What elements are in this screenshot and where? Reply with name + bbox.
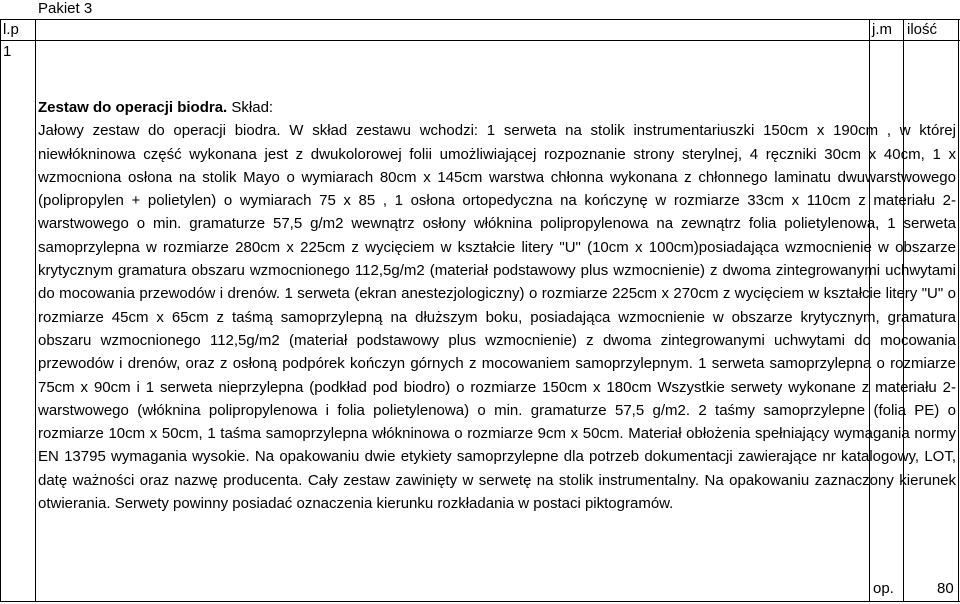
package-title: Pakiet 3 [38, 0, 93, 17]
header-unit: j.m [872, 21, 892, 38]
table-bottom-border [0, 601, 960, 602]
table-top-border [0, 19, 960, 20]
col-right-border [958, 19, 959, 602]
row-lp-value: 1 [3, 43, 12, 60]
description-heading-suffix: Skład: [227, 99, 274, 116]
header-qty: ilość [907, 21, 938, 38]
row-description [38, 96, 956, 515]
header-bottom-border [0, 40, 960, 41]
header-lp: l.p [3, 21, 19, 38]
col-left-border [0, 19, 1, 602]
row-qty-value: 80 [937, 580, 954, 597]
description-heading [38, 96, 956, 119]
description-heading-bold: Zestaw do operacji biodra. [38, 99, 228, 116]
description-body: Jałowy zestaw do operacji biodra. W skład zestawu wchodzi: 1 serweta na stolik instrumentariuszki 150cm x 190cm , w której niewłókninowa część wykonana jest z dwukolorowej folii umożliwiającej rozpoznanie strony sterylnej, 4 ręczniki 30cm x 40cm, 1 x wzmocniona osłona na stolik Mayo o wymiarach 80cm x 145cm warstwa chłonna wykonana z chłonnego laminatu dwuwarstwowego (polipropylen + polietylen) o wymiarach 75 x 85 , 1 osłona ortopedyczna na kończynę w rozmiarze 33cm x 110cm z materiału 2-warstwowego o min. gramaturze 57,5 g/m2 wewnątrz osłony włóknina polipropylenowa na zewnątrz folia polietylenowa, 1 serweta samoprzylepna w rozmiarze 280cm x 225cm z wycięciem w kształcie litery "U" (10cm x 100cm)posiadająca wzmocnienie w obszarze krytycznym gramatura obszaru wzmocnionego 112,5g/m2 (materiał podstawowy plus wzmocnienie) z dwoma zintegrowanymi uchwytami do mocowania przewodów i drenów. 1 serweta (ekran anestezjologiczny) o rozmiarze 225cm x 270cm z wycięciem w kształcie litery "U" o rozmiarze 45cm x 65cm z taśmą samoprzylepną na dłuższym boku, posiadająca wzmocnienie w obszarze krytycznym, gramatura obszaru wzmocnionego 112,5g/m2 (materiał podstawowy plus wzmocnienie) z dwoma zintegrowanymi uchwytami do mocowania przewodów i drenów, oraz z osłoną podpórek kończyn górnych z mocowaniem samoprzylepnym. 1 serweta samoprzylepna o rozmiarze 75cm x 90cm i 1 serweta nieprzylepna (podkład pod biodro) o rozmiarze 150cm x 180cm Wszystkie serwety wykonane z materiału 2-warstwowego (włóknina polipropylenowa i folia polietylenowa) o min. gramaturze 57,5 g/m2. 2 taśmy samoprzylepne (folia PE) o rozmiarze 10cm x 50cm, 1 taśma samoprzylepna włókninowa o rozmiarze 9cm x 50cm. Materiał obłożenia spełniający wymagania normy EN 13795 wymagania wysokie. Na opakowaniu dwie etykiety samoprzylepne dla potrzeb dokumentacji zawierające nr katalogowy, LOT, datę ważności oraz nazwę producenta. Cały zestaw zawinięty w serwetę na stolik instrumentalny. Na opakowaniu zaznaczony kierunek otwierania. Serwety powinny posiadać oznaczenia kierunku rozkładania w postaci piktogramów. [38, 122, 956, 513]
row-unit-value: op. [873, 580, 894, 597]
col-lp-divider [35, 19, 36, 602]
